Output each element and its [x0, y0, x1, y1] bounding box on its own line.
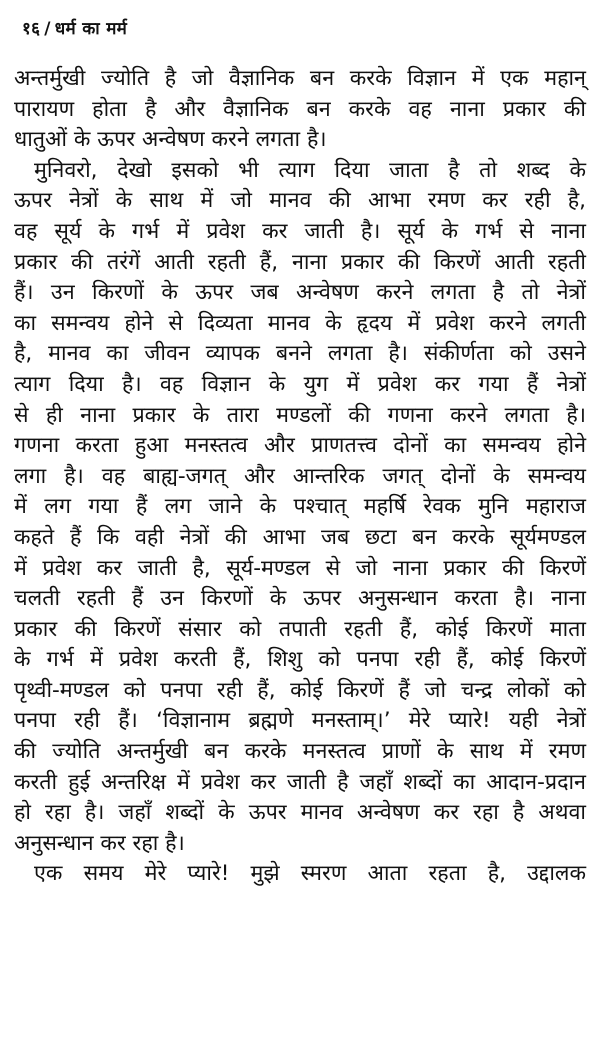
text-line: पनपा रही हैं। ‘विज्ञानाम ब्रह्मणे मनस्ताम्।’ मेरे प्यारे! यही नेत्रों: [14, 708, 586, 734]
text-line: से ही नाना प्रकार के तारा मण्डलों की गणना करने लगता है।: [14, 402, 586, 428]
text-line: धातुओं के ऊपर अन्वेषण करने लगता है।: [14, 127, 327, 153]
text-line: हैं। उन किरणों के ऊपर जब अन्वेषण करने लगता है तो नेत्रों: [14, 280, 586, 306]
text-line: प्रकार की तरंगें आती रहती हैं, नाना प्रकार की किरणें आती रहती: [14, 249, 586, 275]
text-line: लगा है। वह बाह्य-जगत् और आन्तरिक जगत् दोनों के समन्वय: [14, 463, 586, 489]
text-line: प्रकार की किरणें संसार को तपाती रहती हैं, कोई किरणें माता: [14, 616, 586, 642]
text-line: अनुसन्धान कर रहा है।: [14, 830, 185, 856]
text-line: के गर्भ में प्रवेश करती हैं, शिशु को पनपा रही हैं, कोई किरणें: [14, 647, 586, 673]
text-line: कहते हैं कि वही नेत्रों की आभा जब छटा बन करके सूर्यमण्डल: [14, 524, 586, 550]
page-number: १६: [22, 19, 41, 39]
text-line: में प्रवेश कर जाती है, सूर्य-मण्डल से जो नाना प्रकार की किरणें: [14, 555, 586, 581]
text-line: करती हुई अन्तरिक्ष में प्रवेश कर जाती है जहाँ शब्दों का आदान-प्रदान: [14, 769, 586, 795]
text-line: हो रहा है। जहाँ शब्दों के ऊपर मानव अन्वेषण कर रहा है अथवा: [14, 800, 586, 826]
text-line: है, मानव का जीवन व्यापक बनने लगता है। संकीर्णता को उसने: [14, 341, 586, 367]
running-header: [22, 16, 127, 39]
text-line: एक समय मेरे प्यारे! मुझे स्मरण आता रहता है, उद्दालक: [34, 861, 586, 887]
text-line: की ज्योति अन्तर्मुखी बन करके मनस्तत्व प्राणों के साथ में रमण: [14, 739, 586, 765]
text-line: में लग गया हैं लग जाने के पश्चात् महर्षि रेवक मुनि महाराज: [14, 494, 586, 520]
text-line: गणना करता हुआ मनस्तत्व और प्राणतत्त्व दोनों का समन्वय होने: [14, 433, 586, 459]
text-line: ऊपर नेत्रों के साथ में जो मानव की आभा रमण कर रही है,: [14, 188, 586, 214]
header-separator: /: [44, 19, 51, 39]
text-line: वह सूर्य के गर्भ में प्रवेश कर जाती है। सूर्य के गर्भ से नाना: [14, 218, 586, 244]
text-line: त्याग दिया है। वह विज्ञान के युग में प्रवेश कर गया हैं नेत्रों: [14, 371, 586, 397]
text-line: अन्तर्मुखी ज्योति है जो वैज्ञानिक बन करके विज्ञान में एक महान्: [14, 66, 586, 91]
text-line: का समन्वय होने से दिव्यता मानव के हृदय में प्रवेश करने लगती: [14, 310, 586, 336]
body-text: [0, 64, 600, 890]
text-line: पारायण होता है और वैज्ञानिक बन करके वह नाना प्रकार की: [14, 96, 586, 122]
text-line: मुनिवरो, देखो इसको भी त्याग दिया जाता है तो शब्द के: [34, 157, 586, 183]
book-title: धर्म का मर्म: [54, 19, 128, 39]
text-line: चलती रहती हैं उन किरणों के ऊपर अनुसन्धान करता है। नाना: [14, 586, 586, 612]
text-line: पृथ्वी-मण्डल को पनपा रही हैं, कोई किरणें हैं जो चन्द्र लोकों को: [14, 677, 586, 703]
